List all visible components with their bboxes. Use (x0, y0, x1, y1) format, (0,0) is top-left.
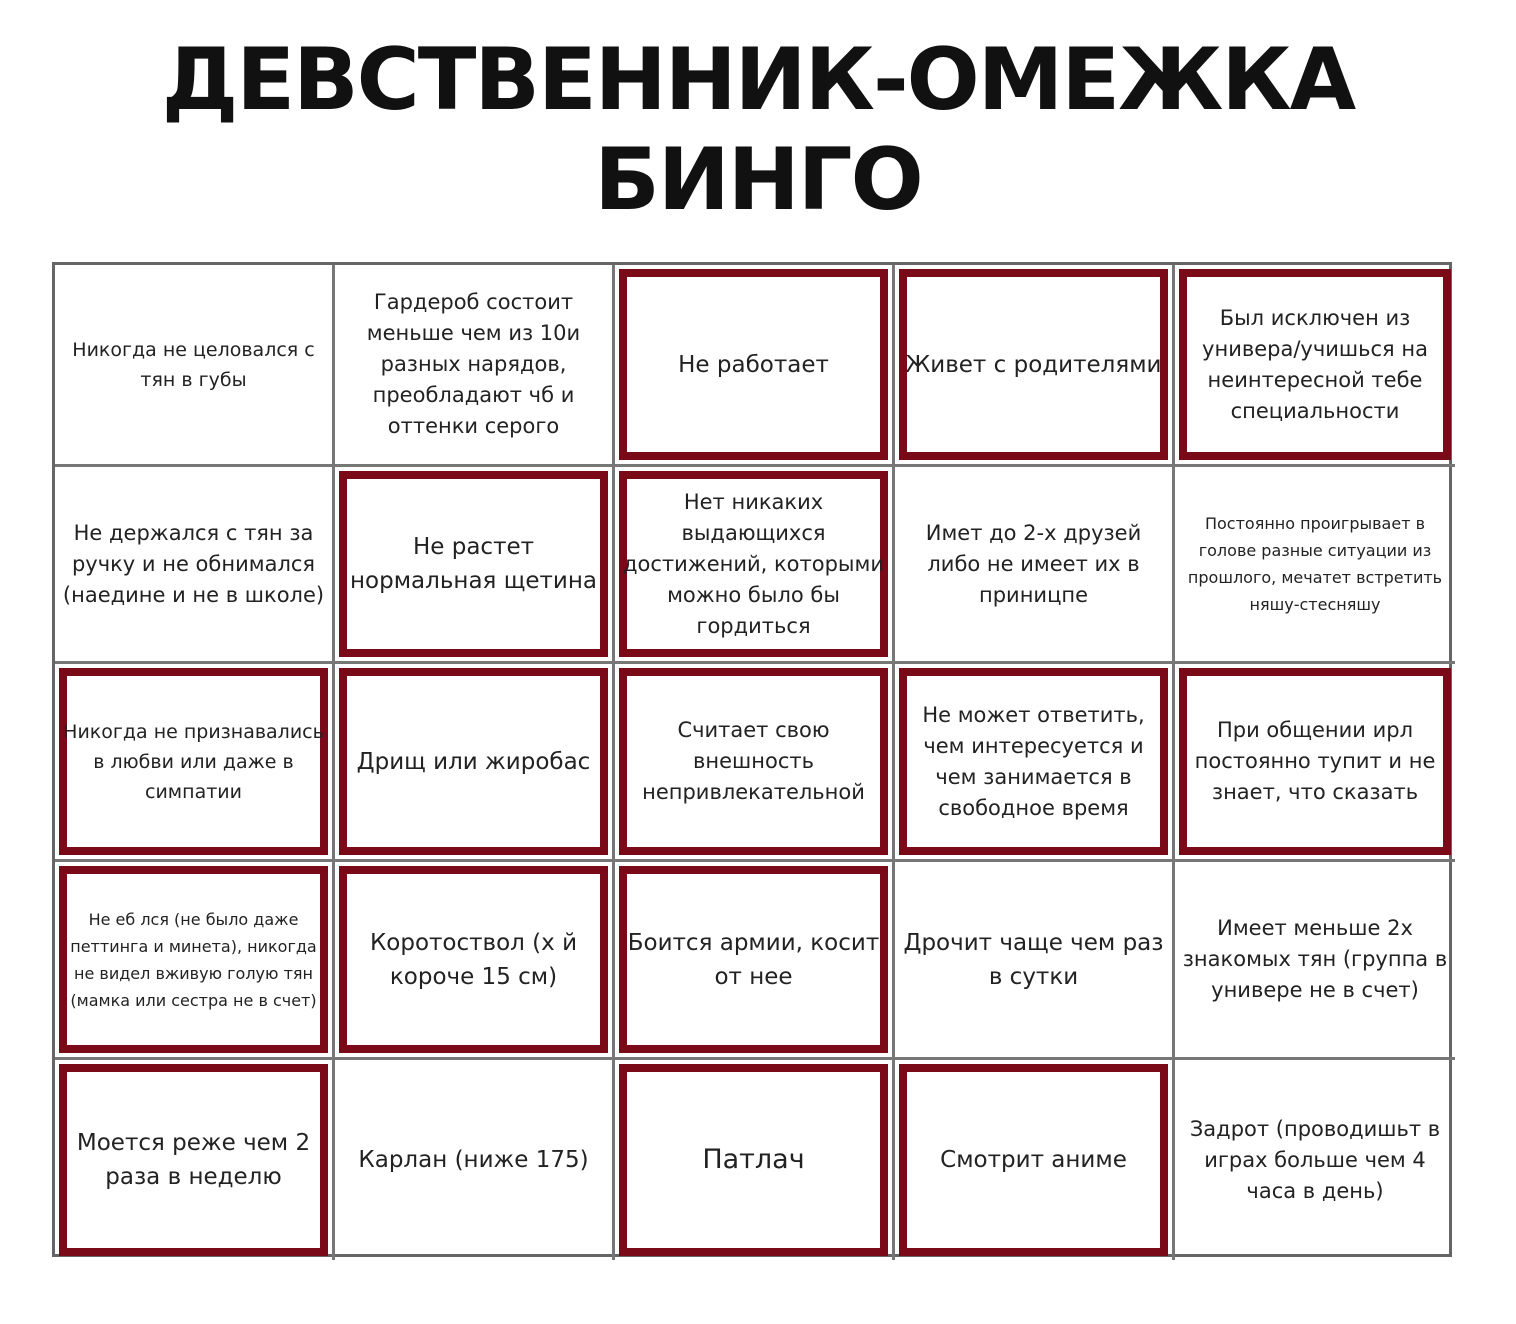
bingo-cell-label: Считает свою внешность непривлекательной (642, 718, 865, 804)
bingo-cell[interactable] (335, 862, 615, 1060)
bingo-cell[interactable] (335, 664, 615, 862)
bingo-cell-label: Карлан (ниже 175) (358, 1147, 589, 1173)
bingo-cell-label: Постоянно проигрывает в голове разные ситуации из прошлого, мечатет встретить няшу-стесняшу (1187, 514, 1443, 614)
bingo-cell[interactable] (1175, 862, 1455, 1060)
bingo-cell[interactable] (55, 1060, 335, 1260)
bingo-cell-label: Боится армии, косит от нее (627, 929, 880, 990)
bingo-cell[interactable] (895, 1060, 1175, 1260)
bingo-cell[interactable] (1175, 1060, 1455, 1260)
bingo-cell-label: Смотрит аниме (940, 1147, 1127, 1173)
bingo-cell[interactable] (895, 467, 1175, 664)
bingo-cell[interactable] (55, 467, 335, 664)
bingo-cell[interactable] (895, 265, 1175, 467)
bingo-cell-label: Дрочит чаще чем раз в сутки (903, 929, 1164, 990)
bingo-cell[interactable] (895, 664, 1175, 862)
bingo-cell-label: При общении ирл постоянно тупит и не знает, что сказать (1194, 718, 1436, 804)
bingo-cell-label: Нет никаких выдающихся достижений, которыми можно было бы гордиться (622, 489, 885, 638)
bingo-cell[interactable] (615, 664, 895, 862)
bingo-cell-label: Не работает (678, 351, 829, 378)
bingo-cell-label: Не еб лся (не было даже петтинга и минета), никогда не видел вживую голую тян (мамка или сестра не в счет) (70, 909, 317, 1010)
bingo-cell-label: Имет до 2-х друзей либо не имеет их в приницпе (925, 520, 1142, 607)
bingo-cell-label: Не растет нормальная щетина (350, 534, 597, 594)
bingo-cell[interactable] (55, 862, 335, 1060)
bingo-cell[interactable] (1175, 265, 1455, 467)
bingo-cell[interactable] (335, 467, 615, 664)
bingo-cell-label: Не держался с тян за ручку и не обнимался (наедине и не в школе) (62, 520, 325, 607)
bingo-cell[interactable] (615, 1060, 895, 1260)
bingo-cell[interactable] (55, 265, 335, 467)
bingo-cell-label: Не может ответить, чем интересуется и чем занимается в свободное время (922, 702, 1145, 820)
bingo-cell-label: Был исключен из универа/учишься на неинтересной тебе специальности (1202, 305, 1428, 423)
bingo-cell[interactable] (615, 467, 895, 664)
bingo-cell[interactable] (1175, 664, 1455, 862)
bingo-cell-label: Моется реже чем 2 раза в неделю (76, 1130, 311, 1190)
bingo-cell[interactable] (1175, 467, 1455, 664)
bingo-cell-label: Никогда не признавались в любви или даже в симпатии (63, 720, 324, 803)
bingo-cell-label: Коротоствол (х й короче 15 см) (369, 929, 578, 990)
bingo-board (52, 262, 1452, 1257)
page-title: ДЕВСТВЕННИК-ОМЕЖКА БИНГО (161, 30, 1355, 230)
bingo-cell[interactable] (615, 862, 895, 1060)
bingo-cell-label: Гардероб состоит меньше чем из 10и разных нарядов, преобладают чб и оттенки серого (366, 290, 581, 438)
bingo-cell-label: Дрищ или жиробас (356, 748, 591, 775)
bingo-cell-label: Живет с родителями (905, 351, 1162, 378)
bingo-cell[interactable] (895, 862, 1175, 1060)
bingo-cell-label: Задрот (проводишьт в играх больше чем 4 часа в день) (1189, 1116, 1441, 1203)
bingo-cell[interactable] (55, 664, 335, 862)
bingo-cell-label: Патлач (702, 1144, 805, 1175)
bingo-cell-label: Имеет меньше 2х знакомых тян (группа в универе не в счет) (1182, 916, 1448, 1002)
bingo-cell[interactable] (335, 265, 615, 467)
bingo-cell[interactable] (615, 265, 895, 467)
bingo-cell[interactable] (335, 1060, 615, 1260)
bingo-cell-label: Никогда не целовался с тян в губы (72, 338, 315, 391)
